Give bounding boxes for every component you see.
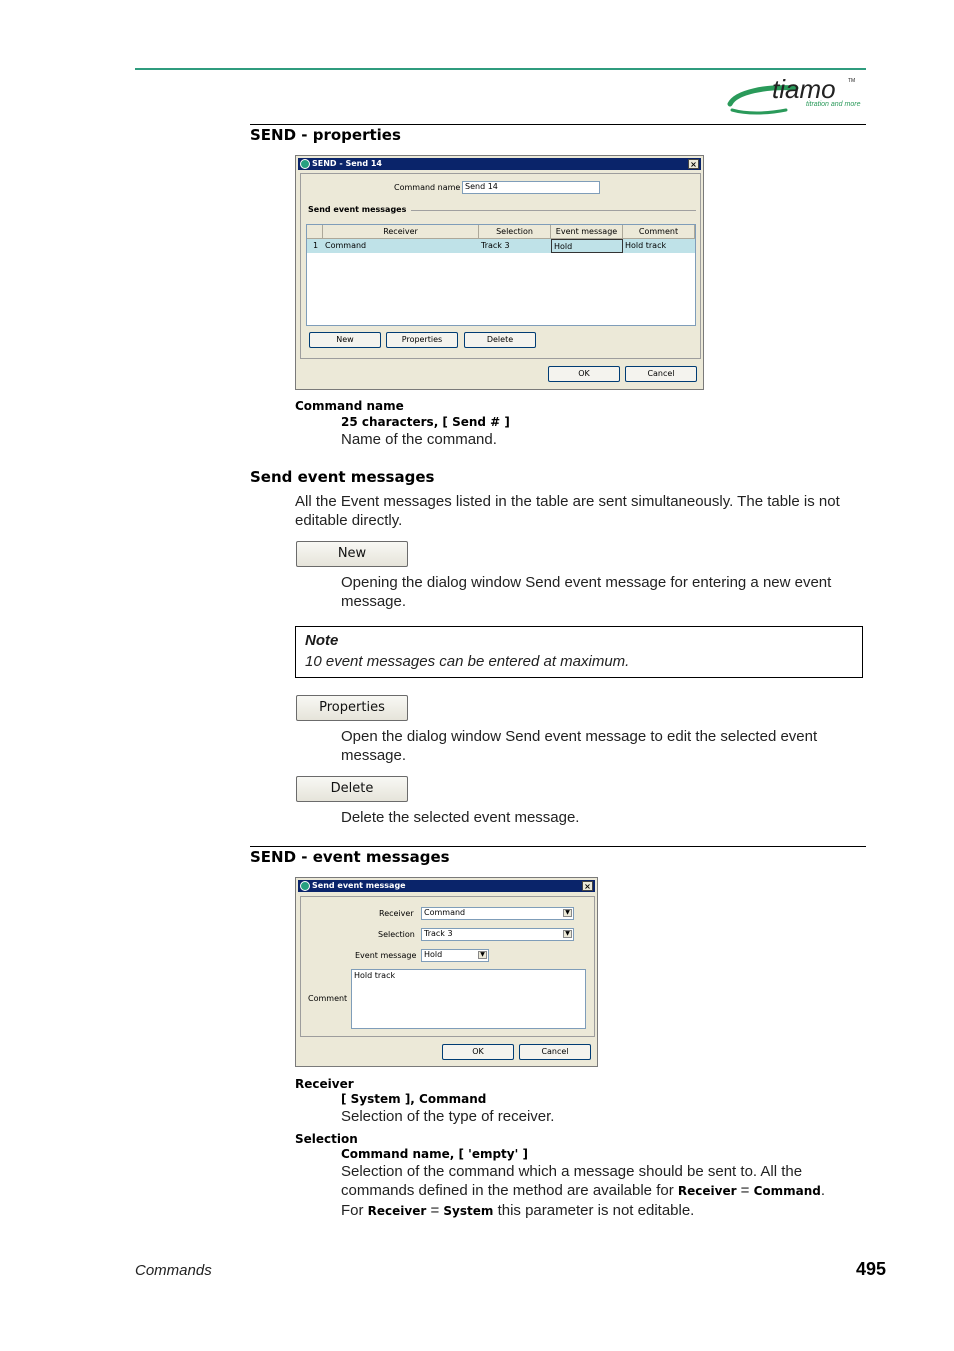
receiver-combo[interactable] — [421, 907, 574, 920]
column-header-event-message[interactable]: Event message — [551, 225, 623, 239]
note-title: Note — [305, 632, 339, 649]
new-button-desc: Opening the dialog window Send event message for entering a new event message. — [341, 574, 832, 610]
close-icon[interactable]: × — [582, 881, 593, 891]
selection-desc-eq: = — [740, 1182, 750, 1199]
receiver-combo-value: Command — [424, 908, 466, 917]
send-properties-dialog — [295, 155, 704, 390]
cancel-button[interactable]: Cancel — [625, 366, 697, 382]
column-header-receiver[interactable]: Receiver — [323, 225, 479, 239]
close-icon[interactable]: × — [688, 159, 699, 169]
param-desc-receiver: Selection of the type of receiver. — [341, 1108, 555, 1125]
param-desc-selection-2 — [341, 1201, 694, 1221]
selection-desc-end: this parameter is not editable. — [497, 1202, 695, 1219]
note-box — [295, 626, 863, 678]
chevron-down-icon[interactable]: ▼ — [563, 909, 572, 917]
event-message-label: Event message — [355, 951, 417, 960]
new-button-doc[interactable]: New — [296, 541, 408, 567]
section-rule — [250, 124, 866, 125]
param-value-selection: Command name, [ 'empty' ] — [341, 1147, 528, 1161]
send-event-messages-intro: All the Event messages listed in the table are sent simultaneously. The table is not editable directly. — [295, 493, 840, 529]
ok-button[interactable]: OK — [548, 366, 620, 382]
cell-comment: Hold track — [625, 241, 667, 250]
selection-desc-receiver: Receiver — [677, 1184, 737, 1198]
param-desc-command-name: Name of the command. — [341, 431, 497, 448]
selection-desc-eq-2: = — [430, 1202, 440, 1219]
dialog-titlebar — [298, 880, 595, 892]
chevron-down-icon[interactable]: ▼ — [478, 951, 487, 959]
app-icon — [300, 159, 310, 169]
group-separator — [411, 210, 696, 211]
event-message-combo-value: Hold — [424, 950, 443, 959]
dialog-titlebar — [298, 158, 701, 170]
column-header-comment[interactable]: Comment — [623, 225, 695, 239]
dialog-panel — [300, 896, 595, 1037]
param-desc-selection — [341, 1162, 851, 1201]
comment-textarea[interactable]: Hold track — [351, 969, 586, 1029]
selection-combo-value: Track 3 — [424, 929, 453, 938]
ok-button[interactable]: OK — [442, 1044, 514, 1060]
event-messages-table[interactable] — [306, 224, 696, 326]
dialog-panel — [300, 173, 701, 359]
group-label-send-event-messages: Send event messages — [308, 205, 407, 214]
param-value-command-name: 25 characters, [ Send # ] — [341, 415, 510, 429]
section-title-send-event-message-dialog: SEND - event messages — [250, 848, 450, 866]
note-text: 10 event messages can be entered at maximum. — [305, 653, 630, 670]
comment-label: Comment — [308, 994, 348, 1003]
cell-receiver: Command — [325, 241, 367, 250]
logo-tagline: titration and more — [806, 101, 861, 108]
send-event-message-dialog — [295, 877, 598, 1067]
column-header-selection[interactable]: Selection — [479, 225, 551, 239]
dialog-title: SEND - Send 14 — [312, 159, 382, 168]
param-term-receiver: Receiver — [295, 1077, 354, 1091]
logo-trademark: TM — [848, 78, 856, 84]
selection-desc-dot: . — [820, 1182, 826, 1199]
param-term-selection: Selection — [295, 1132, 358, 1146]
selection-desc-for: For — [341, 1202, 364, 1219]
cancel-button[interactable]: Cancel — [519, 1044, 591, 1060]
command-name-input[interactable]: Send 14 — [462, 181, 600, 194]
properties-button-doc[interactable]: Properties — [296, 695, 408, 721]
page-number: 495 — [856, 1259, 887, 1279]
properties-button-desc: Open the dialog window Send event message to edit the selected event message. — [341, 728, 818, 764]
selection-desc-command: Command — [753, 1184, 821, 1198]
command-name-label: Command name — [394, 183, 461, 192]
logo-wordmark: tiamo — [772, 74, 836, 104]
selection-desc-receiver-2: Receiver — [367, 1204, 427, 1218]
cell-selection: Track 3 — [481, 241, 510, 250]
app-icon — [300, 881, 310, 891]
section-title-send-event-messages: Send event messages — [250, 468, 435, 486]
section-rule — [250, 846, 866, 847]
tiamo-logo — [726, 74, 866, 118]
dialog-title: Send event message — [312, 881, 406, 890]
selection-combo[interactable] — [421, 928, 574, 941]
selection-label: Selection — [378, 930, 415, 939]
param-term-command-name: Command name — [295, 399, 404, 413]
row-header-corner — [307, 225, 323, 239]
footer-section-name: Commands — [135, 1262, 212, 1279]
section-title-send-properties: SEND - properties — [250, 126, 401, 144]
cell-event-message: Hold — [551, 239, 623, 253]
delete-button-doc[interactable]: Delete — [296, 776, 408, 802]
delete-button[interactable]: Delete — [464, 332, 536, 348]
selection-desc-text: Selection of the command which a message should be sent to. All the commands defined in the method are available for — [341, 1163, 803, 1199]
new-button[interactable]: New — [309, 332, 381, 348]
chevron-down-icon[interactable]: ▼ — [563, 930, 572, 938]
header-rule — [135, 68, 866, 70]
receiver-label: Receiver — [379, 909, 414, 918]
row-index: 1 — [313, 241, 319, 250]
selection-desc-system: System — [443, 1204, 494, 1218]
param-value-receiver: [ System ], Command — [341, 1092, 487, 1106]
event-message-combo[interactable] — [421, 949, 489, 962]
delete-button-desc: Delete the selected event message. — [341, 809, 580, 826]
properties-button[interactable]: Properties — [386, 332, 458, 348]
